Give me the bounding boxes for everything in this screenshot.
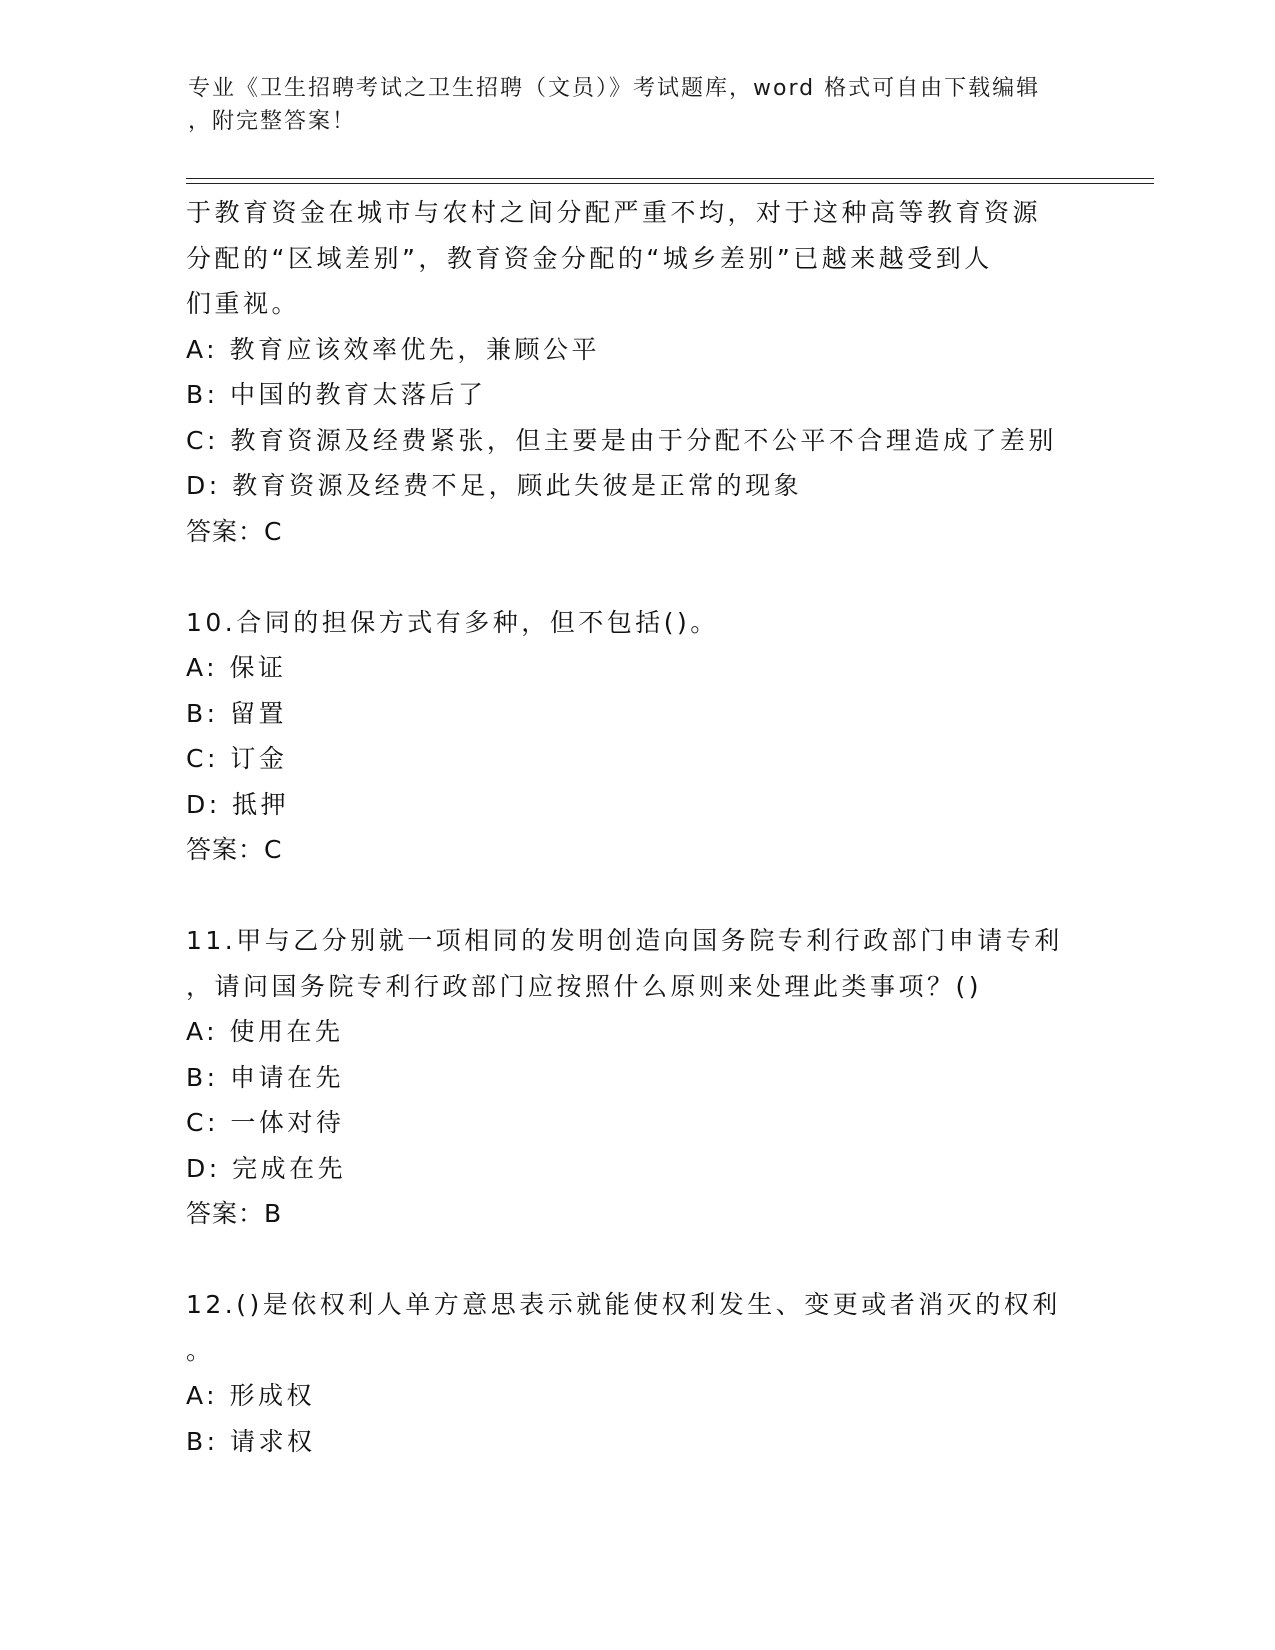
question-12 [186, 1282, 1086, 1464]
question-stem-line: 们重视。 [186, 289, 301, 318]
question-10 [186, 600, 1086, 873]
option-c: C: 一体对待 [186, 1108, 345, 1137]
option-b: B: 请求权 [186, 1426, 316, 1456]
question-stem-line: ，请问国务院专利行政部门应按照什么原则来处理此类事项？() [186, 971, 983, 1001]
header-line-2: ，附完整答案！ [188, 109, 357, 134]
option-b: B: 中国的教育太落后了 [186, 380, 487, 409]
question-stem-line: 。 [186, 1335, 215, 1365]
option-a: A: 形成权 [186, 1381, 316, 1410]
option-a: A: 使用在先 [186, 1017, 344, 1046]
option-d: D: 完成在先 [186, 1153, 347, 1183]
option-b: B: 留置 [186, 698, 288, 728]
answer-line: 答案：C [186, 516, 283, 546]
header-divider-bottom [186, 183, 1154, 184]
answer-line: 答案：C [186, 835, 283, 864]
spacer [186, 1237, 1086, 1283]
header-line-1: 专业《卫生招聘考试之卫生招聘（文员）》考试题库，word 格式可自由下载编辑 [188, 76, 1041, 101]
option-c: C: 教育资源及经费紧张，但主要是由于分配不公平不合理造成了差别 [186, 425, 1057, 455]
question-11 [186, 918, 1086, 1237]
question-9 [186, 190, 1086, 554]
question-list [186, 190, 1086, 1464]
header-divider-top [186, 178, 1154, 179]
spacer [186, 873, 1086, 919]
document-header [188, 72, 1068, 138]
question-stem-line: 10.合同的担保方式有多种，但不包括()。 [186, 607, 719, 637]
option-b: B: 申请在先 [186, 1062, 345, 1092]
spacer [186, 554, 1086, 600]
option-c: C: 订金 [186, 744, 288, 773]
option-a: A: 教育应该效率优先，兼顾公平 [186, 334, 601, 364]
option-d: D: 教育资源及经费不足，顾此失彼是正常的现象 [186, 471, 803, 500]
question-stem-line: 12.()是依权利人单方意思表示就能使权利发生、变更或者消灭的权利 [186, 1290, 1061, 1319]
answer-line: 答案：B [186, 1199, 283, 1228]
option-a: A: 保证 [186, 653, 287, 682]
question-stem-line: 于教育资金在城市与农村之间分配严重不均，对于这种高等教育资源 [186, 198, 1042, 227]
question-stem-line: 分配的“区域差别”，教育资金分配的“城乡差别”已越来越受到人 [186, 243, 993, 273]
option-d: D: 抵押 [186, 789, 290, 819]
question-stem-line: 11.甲与乙分别就一项相同的发明创造向国务院专利行政部门申请专利 [186, 926, 1063, 955]
